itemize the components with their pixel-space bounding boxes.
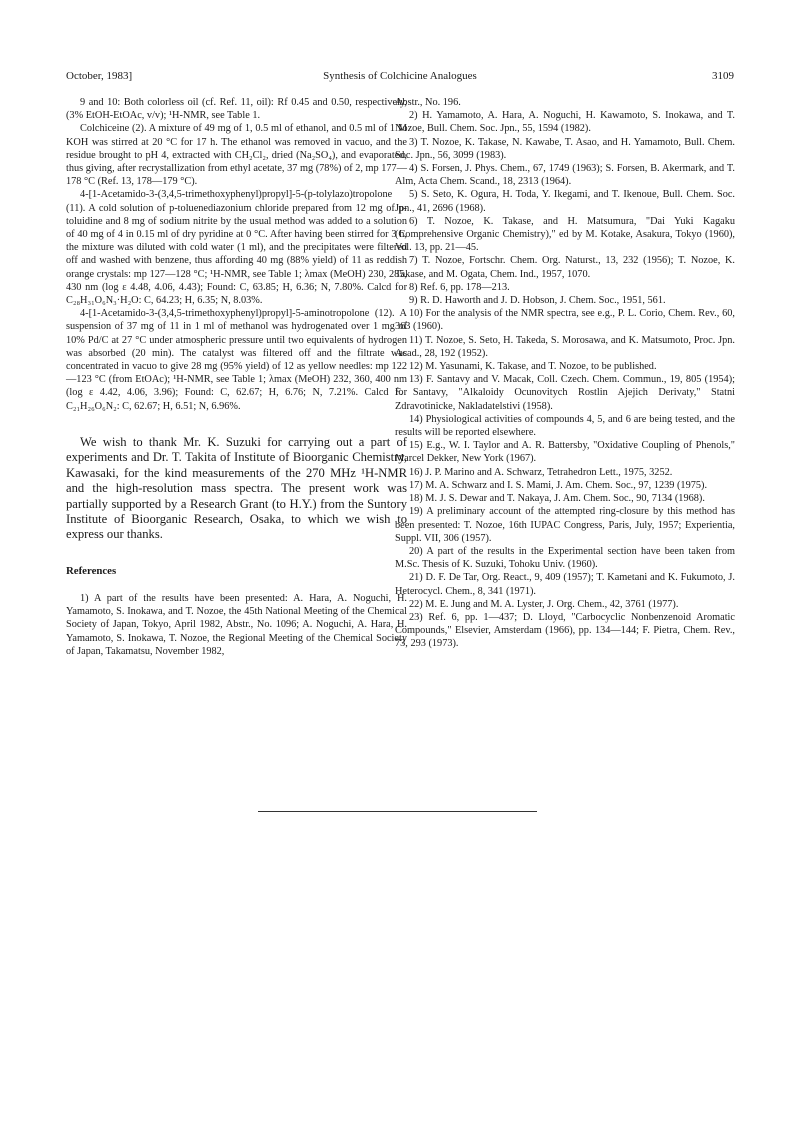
right-column bbox=[395, 96, 735, 651]
reference-item: 13) F. Santavy and V. Macak, Coll. Czech. Chem. Commun., 19, 805 (1954); F. Santavy, "Alkaloidy Ocunovitych Rostlin Ajejich Derivaty," Statni Zdravotinicke, Nakladatelstivi (1958). bbox=[395, 374, 735, 412]
reference-item: 8) Ref. 6, pp. 178—213. bbox=[409, 281, 510, 293]
running-header bbox=[66, 70, 734, 86]
reference-item: 14) Physiological activities of compounds 4, 5, and 6 are being tested, and the results will be reported elsewhere. bbox=[395, 413, 735, 439]
reference-item: 19) A preliminary account of the attempted ring-closure by this method has been presented: T. Nozoe, 16th IUPAC Congress, Paris, July, 1957; Experientia, Suppl. VII, 306 (1957). bbox=[395, 506, 735, 544]
reference-item: 4) S. Forsen, J. Phys. Chem., 67, 1749 (1963); S. Forsen, B. Akermark, and T. Alm, Acta Chem. Scand., 18, 2313 (1964). bbox=[395, 163, 735, 188]
reference-item: 6) T. Nozoe, K. Takase, and H. Matsumura, "Dai Yuki Kagaku (Comprehensive Organic Chemistry)," ed by M. Kotake, Asakura, Tokyo (1960), Vol. 13, pp. 21—45. bbox=[395, 215, 735, 254]
experimental-paragraph: 4-[1-Acetamido-3-(3,4,5-trimethoxyphenyl)propyl]-5-aminotropolone (12). A suspension of 37 mg of 11 in 1 ml of methanol was hydrogenated over 1 mg of 10% Pd/C at 27 °C under atmospheric pressure until two equivalents of hydrogen was absorbed (20 min). The catalyst was filtered off and the filtrate was concentrated in vacuo to give 28 mg (95% yield) of 12 as yellow needles: mp 122—123 °C (from EtOAc); ¹H-NMR, see Table 1; λmax (MeOH) 232, 360, 400 nm (log ε 4.42, 4.06, 3.96); Found: C, 62.67; H, 6.76; N, 7.21%. Calcd for C₂₁H₂₆O₆N₂: C, 62.67; H, 6.51; N, 6.96%. bbox=[66, 308, 407, 412]
experimental-paragraph: 9 and 10: Both colorless oil (cf. Ref. 11, oil): Rf 0.45 and 0.50, respectively, (3% EtOH-EtOAc, v/v); ¹H-NMR, see Table 1. bbox=[66, 97, 407, 122]
left-column bbox=[66, 96, 407, 658]
experimental-paragraph: Colchiceine (2). A mixture of 49 mg of 1, 0.5 ml of ethanol, and 0.5 ml of 1 M KOH was stirred at 20 °C for 17 h. The ethanol was removed in vacuo, and the residue brought to pH 4, extracted with CH₂Cl₂, dried (Na₂SO₄), and evaporated, thus giving, after recrystallization from ethyl acetate, 37 mg (78%) of 2, mp 177—178 °C (Ref. 13, 178—179 °C). bbox=[66, 123, 407, 188]
header-title: Synthesis of Colchicine Analogues bbox=[323, 70, 477, 82]
reference-item: 22) M. E. Jung and M. A. Lyster, J. Org. Chem., 42, 3761 (1977). bbox=[409, 598, 679, 610]
reference-item: 16) J. P. Marino and A. Schwarz, Tetrahedron Lett., 1975, 3252. bbox=[409, 466, 673, 478]
page-number: 3109 bbox=[712, 70, 734, 82]
reference-item: 18) M. J. S. Dewar and T. Nakaya, J. Am. Chem. Soc., 90, 7134 (1968). bbox=[409, 493, 705, 505]
reference-item: 21) D. F. De Tar, Org. React., 9, 409 (1957); T. Kametani and K. Fukumoto, J. Heterocycl. Chem., 8, 341 (1971). bbox=[395, 572, 735, 597]
reference-item: 23) Ref. 6, pp. 1—437; D. Lloyd, "Carbocyclic Nonbenzenoid Aromatic Compounds," Elsevier, Amsterdam (1966), pp. 134—144; F. Pietra, Chem. Rev., 73, 293 (1973). bbox=[395, 611, 735, 650]
reference-item: 2) H. Yamamoto, A. Hara, A. Noguchi, H. Kawamoto, S. Inokawa, and T. Nozoe, Bull. Chem. Soc. Jpn., 55, 1594 (1982). bbox=[395, 110, 735, 135]
reference-item: 10) For the analysis of the NMR spectra, see e.g., P. L. Corio, Chem. Rev., 60, 363 (1960). bbox=[395, 308, 735, 333]
reference-item: 7) T. Nozoe, Fortschr. Chem. Org. Naturst., 13, 232 (1956); T. Nozoe, K. Takase, and M. Ogata, Chem. Ind., 1957, 1070. bbox=[395, 255, 735, 280]
reference-item: 17) M. A. Schwarz and I. S. Mami, J. Am. Chem. Soc., 97, 1239 (1975). bbox=[409, 479, 708, 491]
experimental-paragraph: 4-[1-Acetamido-3-(3,4,5-trimethoxyphenyl)propyl]-5-(p-tolylazo)tropolone (11). A cold solution of p-toluenediazonium chloride prepared from 12 mg of p-toluidine and 8 mg of sodium nitrite by the usual method was added to a solution of 40 mg of 4 in 0.15 ml of dry pyridine at 0 °C. After having been stirred for 3 h, the mixture was diluted with cold water (1 ml), and the precipitates were filtered off and washed with benzene, thus affording 40 mg (88% yield) of 11 as reddish orange crystals: mp 127—128 °C; ¹H-NMR, see Table 1; λmax (MeOH) 230, 285, 430 nm (log ε 4.48, 4.06, 4.43); Found: C, 63.85; H, 6.36; N, 7.80%. Calcd for C₂₈H₃₁O₆N₃·H₂O: C, 64.23; H, 6.35; N, 8.03%. bbox=[66, 189, 407, 307]
reference-item: 1) A part of the results have been presented: A. Hara, A. Noguchi, H. Yamamoto, S. Inokawa, and T. Nozoe, the 45th National Meeting of the Chemical Society of Japan, Tokyo, April 1982, Abstr., No. 1096; A. Noguchi, A. Hara, H. Yamamoto, S. Inokawa, T. Nozoe, the Regional Meeting of the Chemical Society of Japan, Takamatsu, November 1982, bbox=[66, 592, 407, 657]
reference-item: 15) E.g., W. I. Taylor and A. R. Battersby, "Oxidative Coupling of Phenols," Marcel Dekker, New York (1967). bbox=[395, 440, 735, 465]
reference-item: 12) M. Yasunami, K. Takase, and T. Nozoe, to be published. bbox=[409, 361, 657, 373]
reference-item: 20) A part of the results in the Experimental section have been taken from M.Sc. Thesis of K. Suzuki, Tohoku Univ. (1960). bbox=[395, 545, 735, 571]
end-rule bbox=[258, 811, 537, 812]
reference-item: 5) S. Seto, K. Ogura, H. Toda, Y. Ikegami, and T. Ikenoue, Bull. Chem. Soc. Jpn., 41, 2696 (1968). bbox=[395, 189, 735, 214]
reference-continuation: Abstr., No. 196. bbox=[395, 97, 461, 108]
reference-item: 11) T. Nozoe, S. Seto, H. Takeda, S. Morosawa, and K. Matsumoto, Proc. Jpn. Acad., 28, 192 (1952). bbox=[395, 334, 735, 359]
references-heading: References bbox=[66, 564, 117, 577]
acknowledgement: We wish to thank Mr. K. Suzuki for carrying out a part of experiments and Dr. T. Takita of Institute of Bioorganic Chemistry, Kawasaki, for the kind measurements of the 270 MHz ¹H-NMR and the high-resolution mass spectra. The present work was partially supported by a Research Grant (to H.Y.) from the Suntory Institute of Bioorganic Research, Osaka, to which we wish to express our thanks. bbox=[66, 434, 407, 542]
reference-item: 9) R. D. Haworth and J. D. Hobson, J. Chem. Soc., 1951, 561. bbox=[409, 295, 666, 307]
reference-item: 3) T. Nozoe, K. Takase, N. Kawabe, T. Asao, and H. Yamamoto, Bull. Chem. Soc. Jpn., 56, 3099 (1983). bbox=[395, 136, 735, 161]
header-date: October, 1983] bbox=[66, 70, 133, 82]
